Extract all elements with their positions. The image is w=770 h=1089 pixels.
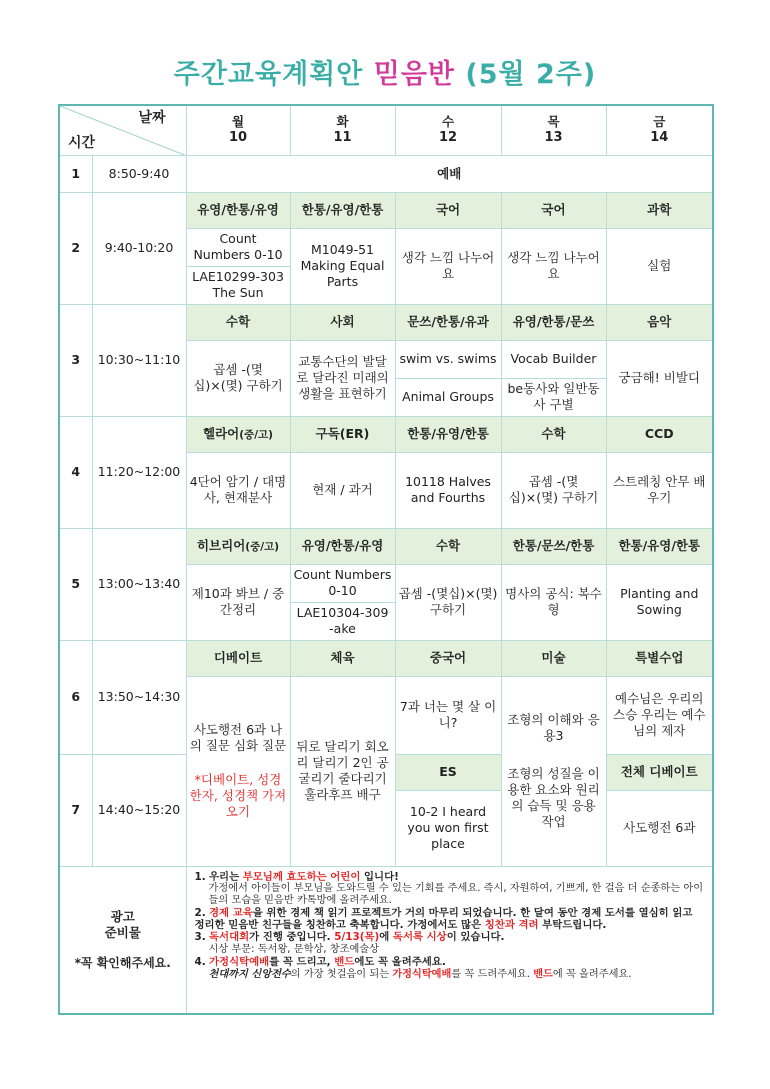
- period-time: 10:30~11:10: [92, 304, 186, 416]
- notice-text: 를 꼭 드리고,: [269, 956, 335, 969]
- content-mon-note: *디베이트, 성경한자, 성경책 가져오기: [189, 772, 287, 819]
- title-main: 주간교육계획안: [173, 59, 364, 90]
- content-tue: 현재 / 과거: [290, 452, 395, 528]
- notice-number: 1.: [194, 870, 206, 883]
- notice-detail: 시상 부문: 독서왕, 문학상, 창조예술상: [208, 944, 379, 956]
- content-wed-a: swim vs. swims: [395, 340, 501, 378]
- content-fri-7: 사도행전 6과: [606, 790, 713, 866]
- weekly-plan-table: [58, 104, 714, 1015]
- subject-fri: 특별수업: [606, 640, 713, 676]
- subject-wed-7: ES: [395, 754, 501, 790]
- subject-fri: 과학: [606, 192, 713, 228]
- content-wed-7: 10-2 I heard you won first place: [395, 790, 501, 866]
- notice-list: [186, 866, 713, 1014]
- notice-highlight: 경제 교육: [209, 906, 253, 919]
- content-thu: 명사의 공식: 복수형: [501, 564, 606, 640]
- subject-tue: 유영/한통/유영: [290, 528, 395, 564]
- subject-tue: 구독(ER): [290, 416, 395, 452]
- content-mon-text: 사도행전 6과 나의 질문 심화 질문: [189, 722, 287, 753]
- content-tue-b: LAE10304-309 -ake: [290, 602, 395, 640]
- page-title: [0, 52, 770, 91]
- day-name: 월: [231, 114, 245, 130]
- subject-tue: 사회: [290, 304, 395, 340]
- content-thu-a: 조형의 이해와 응용3: [507, 712, 600, 743]
- title-week: (5월 2주): [465, 59, 597, 90]
- period-2-subject-row: [59, 192, 713, 228]
- content-fri: 예수님은 우리의 스승 우리는 예수님의 제자: [606, 676, 713, 754]
- all-day-activity: 예배: [186, 155, 713, 192]
- content-mon: 곱셈 -(몇십)×(몇) 구하기: [186, 340, 290, 416]
- subject-fri: CCD: [606, 416, 713, 452]
- subject-tue: 한통/유영/한통: [290, 192, 395, 228]
- period-number: 3: [59, 304, 92, 416]
- corner-cell: [59, 105, 186, 155]
- notice-detail: [195, 969, 705, 981]
- notice-label: [59, 866, 186, 1014]
- subject-wed: 한통/유영/한통: [395, 416, 501, 452]
- notice-number: 4.: [194, 956, 206, 969]
- day-mon: [186, 105, 290, 155]
- day-date: 11: [333, 130, 352, 146]
- subject-fri-7: 전체 디베이트: [606, 754, 713, 790]
- subject-mon: 유영/한통/유영: [186, 192, 290, 228]
- notice-highlight: 가정식탁예배: [209, 956, 270, 969]
- content-mon-a: Count Numbers 0-10: [186, 228, 290, 266]
- notice-text: 부탁드립니다.: [538, 918, 607, 931]
- content-wed: 7과 너는 몇 살 이니?: [395, 676, 501, 754]
- day-name: 목: [547, 114, 560, 130]
- content-fri: 스트레칭 안무 배우기: [606, 452, 713, 528]
- time-label: 시간: [68, 134, 96, 151]
- notice-label-ad: 광고: [110, 908, 135, 924]
- content-thu-b: 조형의 성질을 이용한 요소와 원리의 습득 및 응용 작업: [507, 766, 600, 829]
- notice-item-1: [195, 872, 705, 907]
- period-number: 5: [59, 528, 92, 640]
- notice-highlight: 독서록 시상: [392, 931, 447, 944]
- notice-text: 을 위한 경제 책 읽기 프로젝트가 거의 마무리 되었습니다. 한 달여 동안 경제 도서를 열심히 읽고 정리한 믿음반 친구들을 칭찬하고 축복합니다. 가정에서도 많은: [194, 906, 693, 931]
- period-time: 8:50-9:40: [92, 155, 186, 192]
- notice-number: 3.: [194, 931, 206, 944]
- content-mon-6-7: [186, 676, 290, 866]
- subject-mon: 수학: [186, 304, 290, 340]
- subject-mon: [186, 528, 290, 564]
- content-tue: M1049-51 Making Equal Parts: [290, 228, 395, 304]
- notice-number: 2.: [194, 906, 206, 919]
- notice-item-2: [195, 908, 705, 932]
- subject-thu: 한통/문쓰/한통: [501, 528, 606, 564]
- notice-highlight: 독서대회: [209, 931, 250, 944]
- notice-detail: 가정에서 아이들이 부모님을 도와드릴 수 있는 기회를 주세요. 즉시, 자원하여, 기쁘게, 한 걸음 더 순종하는 아이들의 모습을 믿음반 카톡방에 올려주세요.: [208, 883, 704, 907]
- notice-text: 이 있습니다.: [446, 931, 505, 944]
- period-time: 13:50~14:30: [92, 640, 186, 754]
- period-6-subject-row: [59, 640, 713, 676]
- notice-text: 의 가장 첫걸음이 되는: [290, 968, 393, 980]
- notice-highlight: 밴드: [533, 968, 553, 980]
- notice-italic: 천대까지 신앙전수: [208, 968, 291, 980]
- day-fri: [606, 105, 713, 155]
- notice-item-4: [195, 957, 705, 981]
- subject-wed: 수학: [395, 528, 501, 564]
- day-date: 14: [650, 130, 669, 146]
- subject-mon-level: (중/고): [245, 540, 280, 553]
- notice-highlight: 칭찬과 격려: [484, 918, 539, 931]
- day-name: 금: [653, 114, 666, 130]
- period-number: 4: [59, 416, 92, 528]
- day-name: 화: [336, 114, 349, 130]
- content-thu: 곱셈 -(몇십)×(몇) 구하기: [501, 452, 606, 528]
- content-fri: 실험: [606, 228, 713, 304]
- notice-text: 에도 꼭 올려주세요.: [354, 956, 446, 969]
- content-mon: 4단어 암기 / 대명사, 현재분사: [186, 452, 290, 528]
- period-5-subject-row: [59, 528, 713, 564]
- title-class-name: 믿음반: [373, 59, 455, 90]
- period-time: 11:20~12:00: [92, 416, 186, 528]
- content-thu-b: be동사와 일반동사 구별: [501, 378, 606, 416]
- notice-text: 가 진행 중입니다.: [249, 931, 335, 944]
- notice-label-check: *꼭 확인해주세요.: [74, 955, 171, 970]
- subject-thu: 수학: [501, 416, 606, 452]
- day-tue: [290, 105, 395, 155]
- subject-wed: 국어: [395, 192, 501, 228]
- period-4-subject-row: [59, 416, 713, 452]
- content-mon-b: LAE10299-303 The Sun: [186, 266, 290, 304]
- content-tue-a: Count Numbers 0-10: [290, 564, 395, 602]
- period-time: 14:40~15:20: [92, 754, 186, 866]
- content-tue: 교통수단의 발달로 달라진 미래의 생활을 표현하기: [290, 340, 395, 416]
- subject-mon-level: (중/고): [239, 428, 273, 441]
- content-tue-6-7: 뒤로 달리기 회오리 달리기 2인 공굴리기 줄다리기 훌라후프 배구: [290, 676, 395, 866]
- period-time: 9:40-10:20: [92, 192, 186, 304]
- notice-text: 에 꼭 올려주세요.: [552, 968, 632, 980]
- day-date: 10: [228, 130, 248, 146]
- notice-label-supplies: 준비물: [104, 924, 141, 940]
- content-thu-a: Vocab Builder: [501, 340, 606, 378]
- subject-wed: 중국어: [395, 640, 501, 676]
- content-fri: 궁금해! 비발디: [606, 340, 713, 416]
- notice-row: [59, 866, 713, 1014]
- day-date: 12: [438, 130, 458, 146]
- subject-thu: 국어: [501, 192, 606, 228]
- content-wed: 10118 Halves and Fourths: [395, 452, 501, 528]
- subject-thu: 유영/한통/문쓰: [501, 304, 606, 340]
- period-number: 2: [59, 192, 92, 304]
- subject-mon-name: 헬라어: [203, 425, 240, 441]
- notice-text: 를 꼭 드려주세요.: [451, 968, 534, 980]
- content-fri: Planting and Sowing: [606, 564, 713, 640]
- date-label: 날짜: [138, 110, 166, 126]
- subject-wed: 문쓰/한통/유과: [395, 304, 501, 340]
- notice-item-3: [195, 932, 705, 956]
- header-row: [59, 105, 713, 155]
- subject-mon: 디베이트: [186, 640, 290, 676]
- content-wed: 곱셈 -(몇십)×(몇) 구하기: [395, 564, 501, 640]
- notice-highlight: 부모님께 효도하는 어린이: [242, 870, 361, 883]
- content-mon: 제10과 봐브 / 중간정리: [186, 564, 290, 640]
- content-thu: 생각 느낌 나누어요: [501, 228, 606, 304]
- period-time: 13:00~13:40: [92, 528, 186, 640]
- subject-fri: 한통/유영/한통: [606, 528, 713, 564]
- subject-tue: 체육: [290, 640, 395, 676]
- day-name: 수: [441, 114, 455, 130]
- subject-mon: [186, 416, 290, 452]
- notice-text: 입니다!: [360, 870, 399, 883]
- period-1-row: [59, 155, 713, 192]
- day-thu: [501, 105, 606, 155]
- notice-highlight: 밴드: [334, 956, 355, 969]
- day-wed: [395, 105, 501, 155]
- notice-highlight: 5/13(목): [334, 931, 380, 944]
- period-3-subject-row: [59, 304, 713, 340]
- subject-mon-name: 히브리어: [196, 537, 246, 553]
- content-wed-b: Animal Groups: [395, 378, 501, 416]
- content-wed: 생각 느낌 나누어요: [395, 228, 501, 304]
- notice-text: 에: [379, 931, 393, 944]
- period-number: 7: [59, 754, 92, 866]
- notice-highlight: 가정식탁예배: [392, 968, 452, 980]
- content-thu-6-7: [501, 676, 606, 866]
- period-number: 1: [59, 155, 92, 192]
- subject-fri: 음악: [606, 304, 713, 340]
- period-number: 6: [59, 640, 92, 754]
- subject-thu: 미술: [501, 640, 606, 676]
- notice-text: 우리는: [209, 870, 243, 883]
- day-date: 13: [544, 130, 563, 146]
